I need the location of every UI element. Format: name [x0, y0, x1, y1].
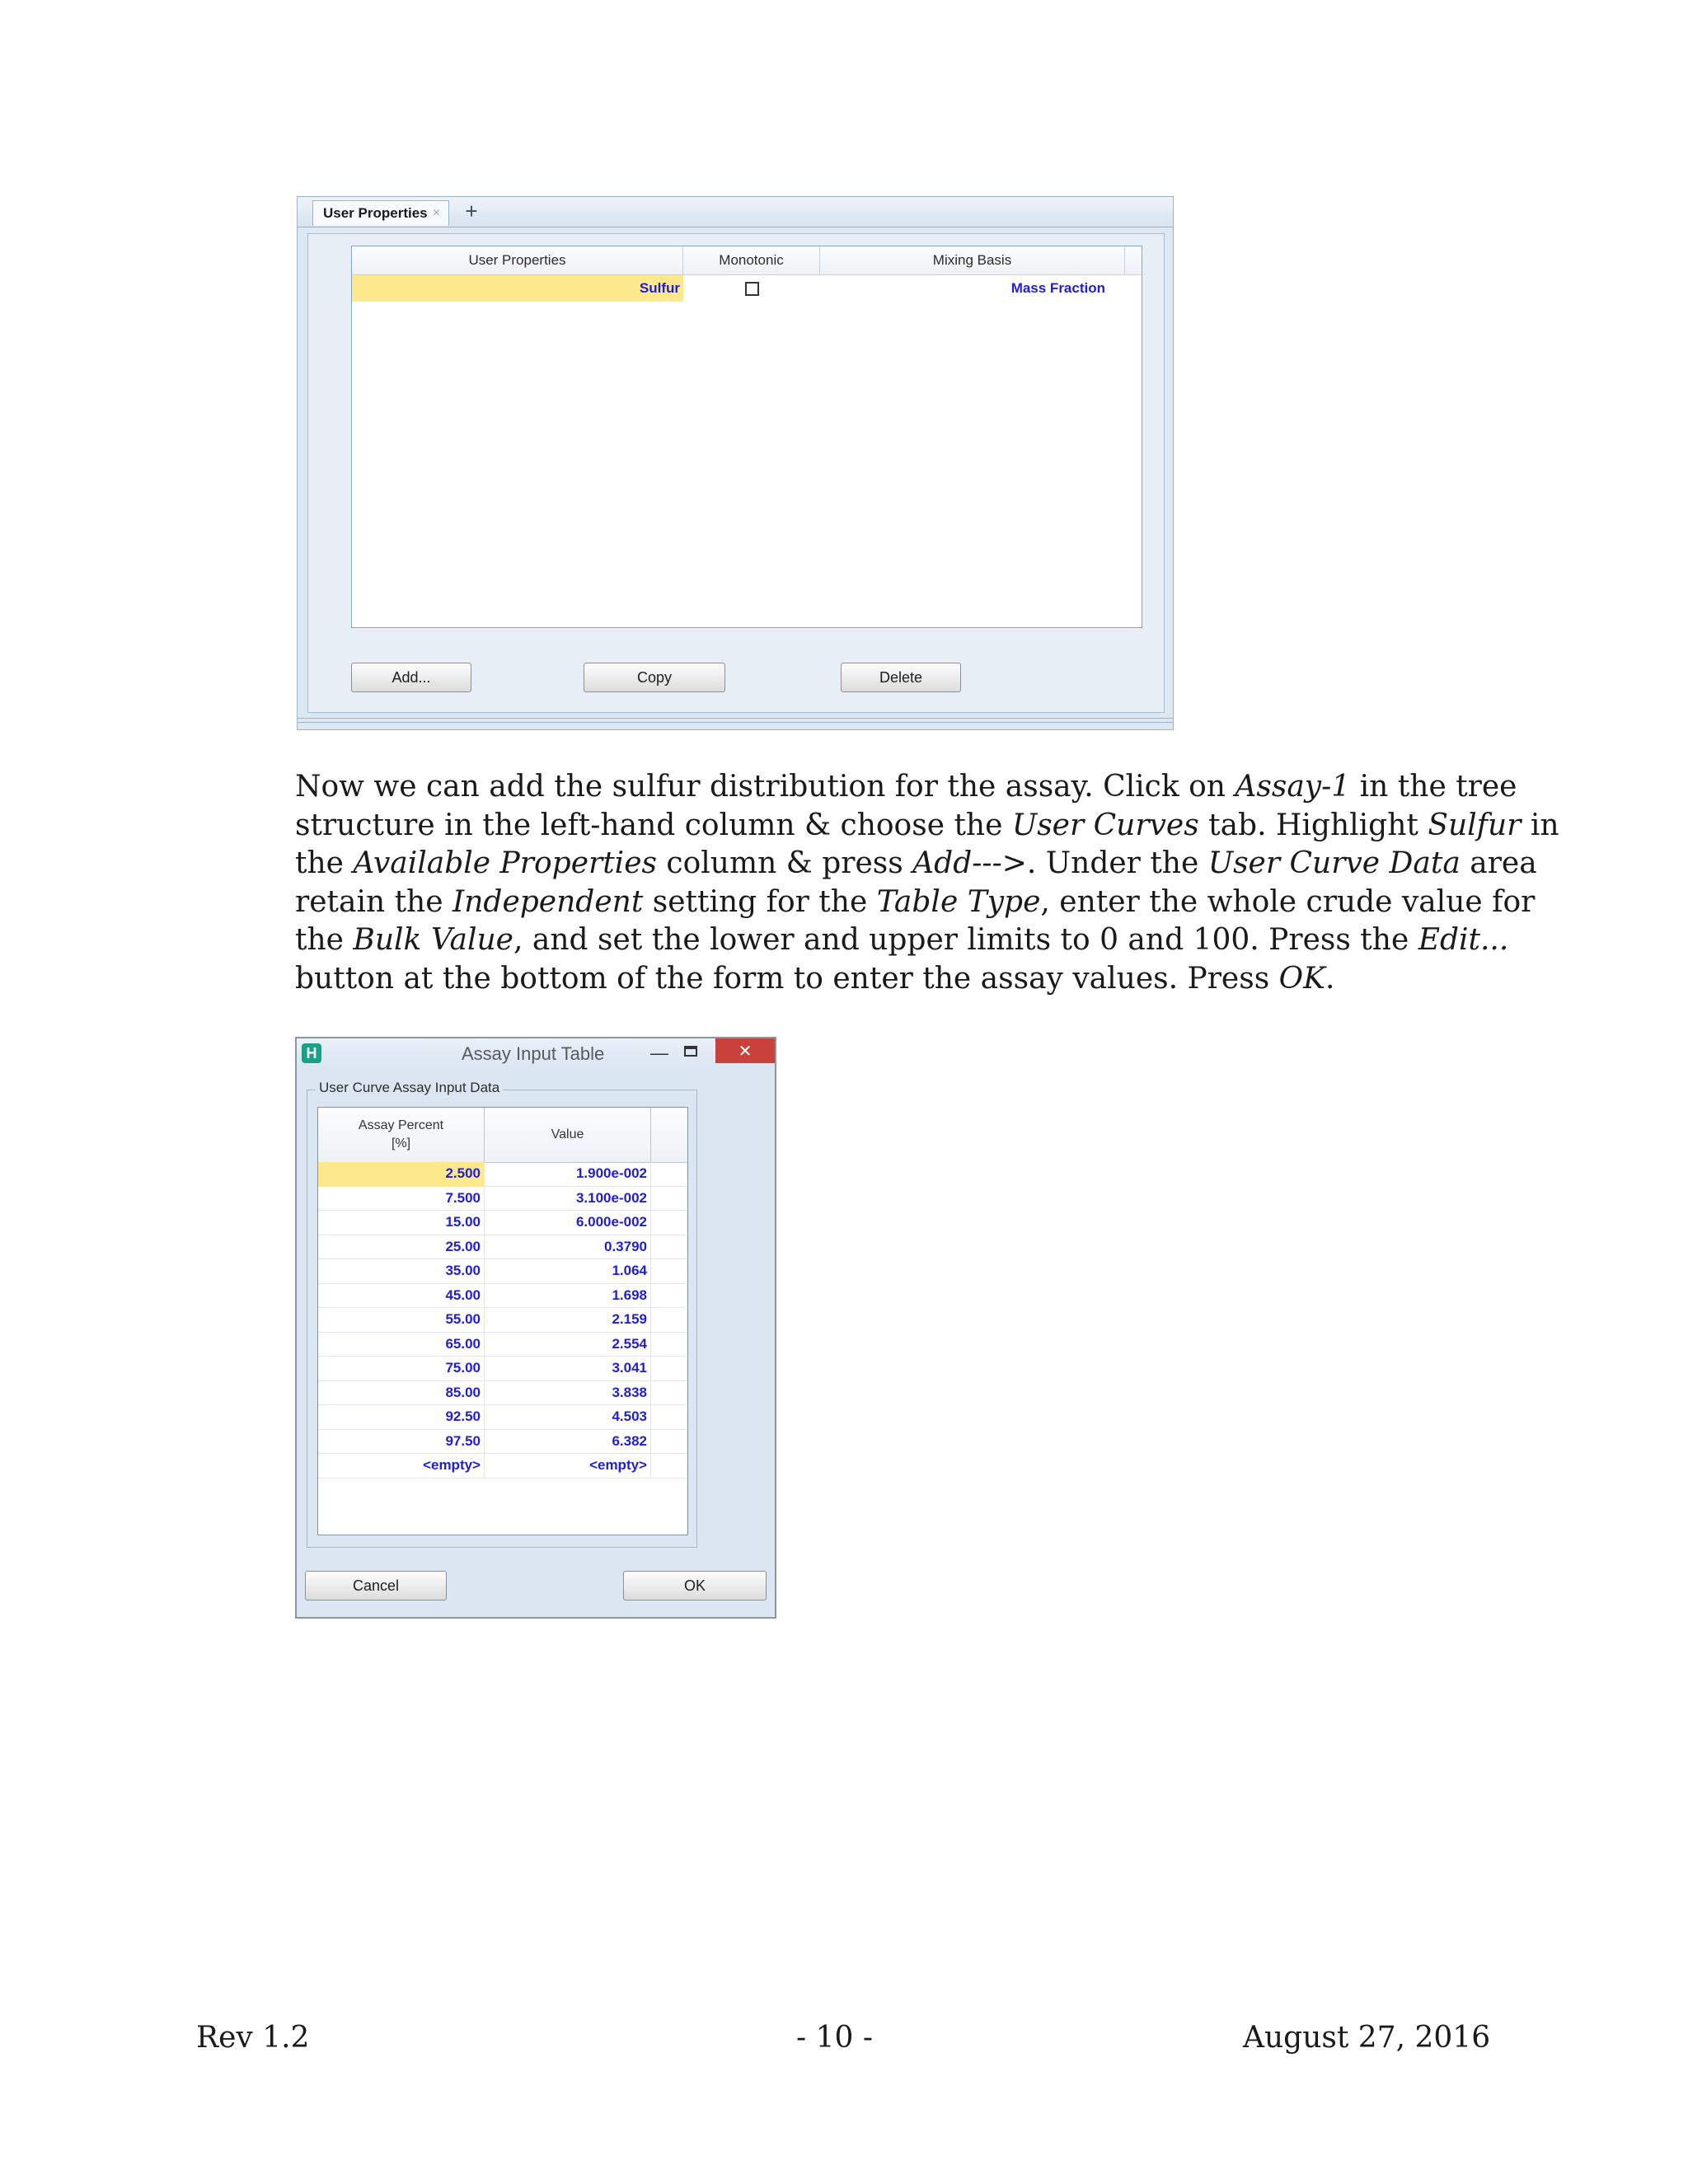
paragraph-text: column & press: [656, 846, 913, 880]
add-button[interactable]: Add...: [351, 663, 471, 692]
tab-strip: [298, 197, 1173, 227]
emphasis-text: User Curves: [1011, 808, 1199, 842]
assay-value-cell[interactable]: 0.3790: [485, 1235, 651, 1259]
user-properties-form: [307, 233, 1165, 713]
paragraph-line: [295, 768, 1517, 807]
paragraph-text: setting for the: [643, 884, 877, 919]
assay-percent-cell[interactable]: 25.00: [318, 1235, 485, 1259]
assay-percent-cell[interactable]: 7.500: [318, 1187, 485, 1211]
paragraph-text: the: [295, 923, 354, 957]
close-tab-icon[interactable]: ×: [432, 206, 440, 220]
table-row[interactable]: [318, 1284, 687, 1309]
paragraph-text: , enter the whole crude value for: [1040, 884, 1536, 919]
paragraph-line: [295, 807, 1559, 846]
column-header-user-properties[interactable]: User Properties: [352, 246, 683, 274]
panel-divider: [298, 718, 1173, 723]
paragraph-line: [295, 883, 1536, 922]
ok-button[interactable]: OK: [623, 1571, 767, 1601]
paragraph-text: Now we can add the sulfur distribution for the assay. Click on: [295, 770, 1236, 804]
column-header-monotonic[interactable]: Monotonic: [683, 246, 820, 274]
paragraph-line: [295, 921, 1509, 960]
footer-page-number: - 10 -: [796, 2021, 874, 2055]
assay-value-cell[interactable]: 3.838: [485, 1381, 651, 1405]
dialog-title: Assay Input Table: [462, 1043, 605, 1064]
emphasis-text: Sulfur: [1428, 808, 1522, 842]
table-row[interactable]: [318, 1405, 687, 1430]
column-header-value[interactable]: [485, 1108, 651, 1162]
table-row[interactable]: [318, 1259, 687, 1284]
assay-percent-cell[interactable]: 75.00: [318, 1357, 485, 1380]
table-row[interactable]: [318, 1308, 687, 1333]
paragraph-text: tab. Highlight: [1198, 808, 1428, 842]
paragraph-text: retain the: [295, 884, 452, 919]
emphasis-text: Table Type: [876, 884, 1041, 919]
assay-percent-cell[interactable]: 92.50: [318, 1405, 485, 1429]
paragraph-line: [295, 960, 1449, 999]
copy-button[interactable]: Copy: [584, 663, 725, 692]
paragraph-text: in the tree: [1350, 770, 1517, 804]
paragraph-text: in: [1521, 808, 1559, 842]
table-row[interactable]: [318, 1187, 687, 1212]
column-header-mixing-basis[interactable]: Mixing Basis: [820, 246, 1125, 274]
assay-percent-unit: [%]: [391, 1137, 411, 1151]
table-row[interactable]: [318, 1235, 687, 1260]
app-logo-icon: H: [302, 1043, 321, 1063]
add-tab-icon[interactable]: +: [465, 198, 478, 223]
paragraph-text: . Under the: [1026, 846, 1208, 880]
table-row[interactable]: [318, 1162, 687, 1187]
emphasis-text: Assay-1: [1235, 770, 1351, 804]
monotonic-checkbox[interactable]: [745, 282, 759, 296]
minimize-icon[interactable]: —: [650, 1043, 668, 1063]
assay-value-cell[interactable]: 1.900e-002: [485, 1162, 651, 1186]
assay-value-cell[interactable]: 1.698: [485, 1284, 651, 1308]
paragraph-text: , and set the lower and upper limits to 0 and 100. Press the: [513, 923, 1418, 957]
footer-revision: Rev 1.2: [196, 2021, 310, 2055]
emphasis-text: User Curve Data: [1207, 846, 1461, 880]
assay-value-cell[interactable]: 2.159: [485, 1308, 651, 1332]
assay-value-cell[interactable]: 6.000e-002: [485, 1211, 651, 1235]
dialog-title-bar[interactable]: [297, 1038, 775, 1070]
delete-button[interactable]: Delete: [841, 663, 961, 692]
maximize-icon[interactable]: [684, 1046, 697, 1057]
assay-value-cell[interactable]: 1.064: [485, 1259, 651, 1283]
assay-percent-cell[interactable]: 45.00: [318, 1284, 485, 1308]
assay-percent-cell[interactable]: 2.500: [318, 1162, 485, 1186]
assay-percent-cell[interactable]: 15.00: [318, 1211, 485, 1235]
assay-value-cell[interactable]: 3.100e-002: [485, 1187, 651, 1211]
table-row[interactable]: [318, 1381, 687, 1406]
assay-percent-cell[interactable]: 97.50: [318, 1430, 485, 1454]
paragraph-text: structure in the left-hand column & choose the: [295, 808, 1012, 842]
tab-user-properties[interactable]: [312, 200, 449, 226]
emphasis-text: Available Properties: [353, 846, 657, 880]
emphasis-text: Independent: [452, 884, 644, 919]
close-icon[interactable]: ✕: [715, 1038, 775, 1063]
paragraph-text: .: [1325, 961, 1335, 996]
monotonic-cell: [683, 275, 820, 302]
assay-percent-cell[interactable]: 55.00: [318, 1308, 485, 1332]
column-header-assay-percent[interactable]: [318, 1108, 485, 1162]
assay-percent-cell[interactable]: 35.00: [318, 1259, 485, 1283]
table-row[interactable]: [318, 1357, 687, 1381]
assay-percent-label: Assay Percent: [358, 1118, 444, 1132]
paragraph-line: [295, 845, 1537, 883]
assay-value-cell[interactable]: 4.503: [485, 1405, 651, 1429]
user-properties-grid: [351, 246, 1142, 628]
table-header-row: [318, 1108, 687, 1163]
emphasis-text: Bulk Value: [353, 923, 513, 957]
table-row[interactable]: [318, 1454, 687, 1479]
grid-header-row: [352, 246, 1142, 275]
user-property-cell[interactable]: Sulfur: [352, 275, 683, 302]
table-row[interactable]: [318, 1430, 687, 1455]
paragraph-text: the: [295, 846, 354, 880]
assay-value-cell[interactable]: 2.554: [485, 1333, 651, 1357]
emphasis-text: Add--->: [912, 846, 1027, 880]
instruction-paragraph: [295, 768, 1559, 998]
user-curve-assay-group: [307, 1080, 697, 1548]
emphasis-text: Edit...: [1418, 923, 1509, 957]
value-label: Value: [551, 1127, 584, 1141]
cancel-button[interactable]: Cancel: [305, 1571, 447, 1601]
paragraph-text: area: [1460, 846, 1537, 880]
tab-label: User Properties: [323, 205, 428, 221]
assay-data-table: [317, 1107, 688, 1535]
assay-input-table-dialog: [295, 1037, 776, 1619]
assay-value-cell[interactable]: 6.382: [485, 1430, 651, 1454]
mixing-basis-cell[interactable]: Mass Fraction: [1010, 280, 1105, 296]
emphasis-text: OK: [1278, 961, 1326, 996]
assay-percent-cell[interactable]: 65.00: [318, 1333, 485, 1357]
table-row[interactable]: [318, 1211, 687, 1235]
assay-value-cell[interactable]: <empty>: [485, 1454, 651, 1478]
group-label: User Curve Assay Input Data: [316, 1080, 503, 1096]
table-row[interactable]: [352, 275, 1142, 302]
footer-date: August 27, 2016: [1243, 2021, 1491, 2055]
table-row[interactable]: [318, 1333, 687, 1357]
assay-value-cell[interactable]: 3.041: [485, 1357, 651, 1380]
assay-percent-cell[interactable]: <empty>: [318, 1454, 485, 1478]
paragraph-text: button at the bottom of the form to enter the assay values. Press: [295, 961, 1279, 996]
assay-percent-cell[interactable]: 85.00: [318, 1381, 485, 1405]
header-spacer: [651, 1108, 687, 1162]
user-properties-panel: [297, 196, 1174, 730]
